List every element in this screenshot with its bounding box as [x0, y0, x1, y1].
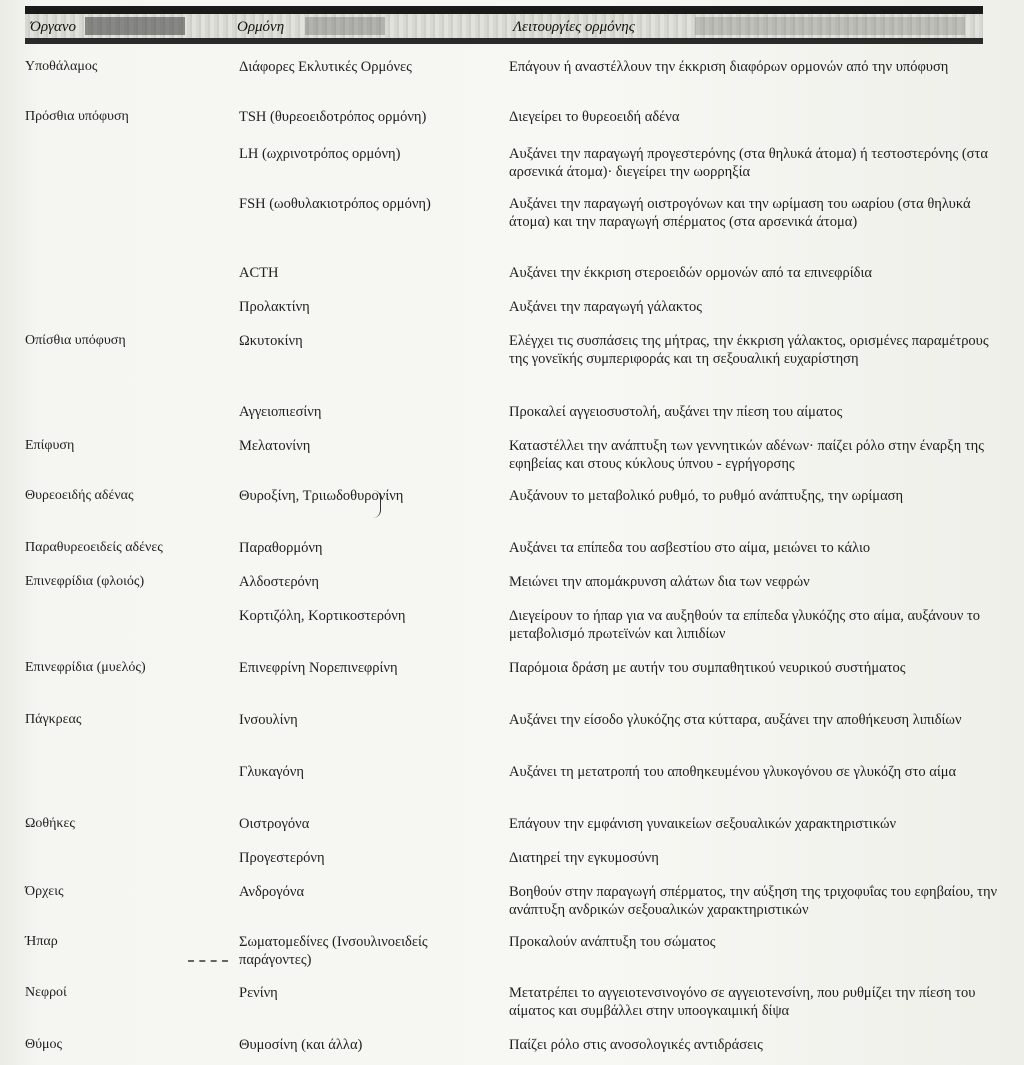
- function-cell: Αυξάνουν το μεταβολικό ρυθμό, το ρυθμό ανάπτυξης, την ωρίμαση: [509, 488, 904, 504]
- hormone-cell: Ωκυτοκίνη: [239, 333, 303, 349]
- hormone-cell: FSH (ωοθυλακιοτρόπος ορμόνη): [239, 196, 431, 212]
- function-cell: Αυξάνει την παραγωγή προγεστερόνης (στα θηλυκά άτομα) ή τεστοστερόνης (στα αρσενικά άτομα)· διεγείρει την ωορρηξία: [509, 146, 988, 180]
- table-header: [25, 14, 983, 38]
- organ-cell: Πάγκρεας: [25, 712, 82, 727]
- function-cell: Αυξάνει την είσοδο γλυκόζης στα κύτταρα, αυξάνει την αποθήκευση λιπιδίων: [509, 712, 962, 728]
- hormone-cell: Γλυκαγόνη: [239, 764, 304, 780]
- hormone-cell: ACTH: [239, 265, 279, 281]
- function-cell: Βοηθούν στην παραγωγή σπέρματος, την αύξηση της τριχοφυΐας του εφηβαίου, την ανάπτυξη ανδρικών σεξουαλικών χαρακτηριστικών: [509, 884, 998, 918]
- function-cell: Διεγείρουν το ήπαρ για να αυξηθούν τα επίπεδα γλυκόζης στο αίμα, αυξάνουν το μεταβολισμό πρωτεϊνών και λιπιδίων: [509, 608, 981, 642]
- hormone-cell: Ρενίνη: [239, 985, 278, 1001]
- hormone-cell: Μελατονίνη: [239, 438, 311, 454]
- header-smudge: [85, 17, 185, 35]
- header-top-rule: [25, 6, 983, 14]
- function-cell: Διατηρεί την εγκυμοσύνη: [509, 850, 659, 866]
- organ-cell: Υποθάλαμος: [25, 59, 98, 74]
- hormone-cell: LH (ωχρινοτρόπος ορμόνη): [239, 146, 401, 162]
- function-cell: Αυξάνει τη μετατροπή του αποθηκευμένου γλυκογόνου σε γλυκόζη στο αίμα: [509, 764, 957, 780]
- organ-cell: Όρχεις: [25, 884, 64, 899]
- hormone-cell: Κορτιζόλη, Κορτικοστερόνη: [239, 608, 406, 624]
- function-cell: Αυξάνει την έκκριση στεροειδών ορμονών από τα επινεφρίδια: [509, 265, 872, 281]
- organ-cell: Παραθυρεοειδείς αδένες: [25, 540, 163, 555]
- function-cell: Αυξάνει την παραγωγή γάλακτος: [509, 299, 703, 315]
- function-cell: Επάγουν την εμφάνιση γυναικείων σεξουαλικών χαρακτηριστικών: [509, 816, 897, 832]
- hormone-cell: Ανδρογόνα: [239, 884, 305, 900]
- hormone-cell: Διάφορες Εκλυτικές Ορμόνες: [239, 59, 412, 75]
- function-cell: Μετατρέπει το αγγειοτενσινογόνο σε αγγειοτενσίνη, που ρυθμίζει την πίεση του αίματος και συμβάλλει στην υποογκαιμική δίψα: [509, 985, 976, 1019]
- hormone-cell: Επινεφρίνη Νορεπινεφρίνη: [239, 660, 398, 676]
- hormone-cell: Παραθορμόνη: [239, 540, 323, 556]
- hormone-cell: TSH (θυρεοειδοτρόπος ορμόνη): [239, 109, 427, 125]
- function-cell: Παρόμοια δράση με αυτήν του συμπαθητικού νευρικού συστήματος: [509, 660, 906, 676]
- function-cell: Καταστέλλει την ανάπτυξη των γεννητικών αδένων· παίζει ρόλο στην έναρξη της εφηβείας και στους κύκλους ύπνου - εγρήγορσης: [509, 438, 984, 472]
- hormone-cell: Θυμοσίνη (και άλλα): [239, 1037, 363, 1053]
- header-function: Λειτουργίες ορμόνης: [513, 19, 635, 35]
- organ-cell: Νεφροί: [25, 985, 67, 1000]
- hormone-cell: Σωματομεδίνες (Ινσουλινοειδείς παράγοντες): [239, 934, 428, 968]
- function-cell: Μειώνει την απομάκρυνση αλάτων δια των νεφρών: [509, 574, 810, 590]
- hormone-cell: Αγγειοπιεσίνη: [239, 404, 322, 420]
- organ-cell: Επινεφρίδια (μυελός): [25, 660, 146, 675]
- header-hormone: Ορμόνη: [237, 19, 285, 35]
- function-cell: Αυξάνει τα επίπεδα του ασβεστίου στο αίμα, μειώνει το κάλιο: [509, 540, 871, 556]
- header-bottom-rule: [25, 38, 983, 44]
- function-cell: Παίζει ρόλο στις ανοσολογικές αντιδράσεις: [509, 1037, 763, 1053]
- function-cell: Προκαλούν ανάπτυξη του σώματος: [509, 934, 716, 950]
- organ-cell: Επίφυση: [25, 438, 75, 453]
- organ-cell: Ήπαρ: [25, 934, 58, 949]
- organ-cell: Επινεφρίδια (φλοιός): [25, 574, 145, 589]
- organ-cell: Θυρεοειδής αδένας: [25, 488, 134, 503]
- hormone-cell: Ινσουλίνη: [239, 712, 298, 728]
- hormone-cell: Προγεστερόνη: [239, 850, 325, 866]
- hormone-cell: Θυροξίνη, Τριιωδοθυρονίνη: [239, 488, 404, 504]
- function-cell: Αυξάνει την παραγωγή οιστρογόνων και την ωρίμαση του ωαρίου (στα θηλυκά άτομα) και την παραγωγή σπέρματος (στα αρσενικά άτομα): [509, 196, 971, 230]
- organ-cell: Ωοθήκες: [25, 816, 75, 831]
- header-smudge: [695, 17, 965, 35]
- dashed-mark: [188, 960, 228, 964]
- organ-cell: Θύμος: [25, 1037, 63, 1052]
- header-organ: Όργανο: [30, 19, 76, 35]
- hormone-cell: Αλδοστερόνη: [239, 574, 319, 590]
- organ-cell: Οπίσθια υπόφυση: [25, 333, 126, 348]
- function-cell: Επάγουν ή αναστέλλουν την έκκριση διαφόρων ορμονών από την υπόφυση: [509, 59, 949, 75]
- hormone-cell: Προλακτίνη: [239, 299, 310, 315]
- function-cell: Διεγείρει το θυρεοειδή αδένα: [509, 109, 680, 125]
- function-cell: Προκαλεί αγγειοσυστολή, αυξάνει την πίεση του αίματος: [509, 404, 843, 420]
- hormone-cell: Οιστρογόνα: [239, 816, 310, 832]
- function-cell: Ελέγχει τις συσπάσεις της μήτρας, την έκκριση γάλακτος, ορισμένες παραμέτρους της γονεϊκής συμπεριφοράς και τη σεξουαλική ευχαρίστηση: [509, 333, 989, 367]
- brace-icon: [372, 490, 381, 518]
- header-smudge: [305, 17, 385, 35]
- organ-cell: Πρόσθια υπόφυση: [25, 109, 129, 124]
